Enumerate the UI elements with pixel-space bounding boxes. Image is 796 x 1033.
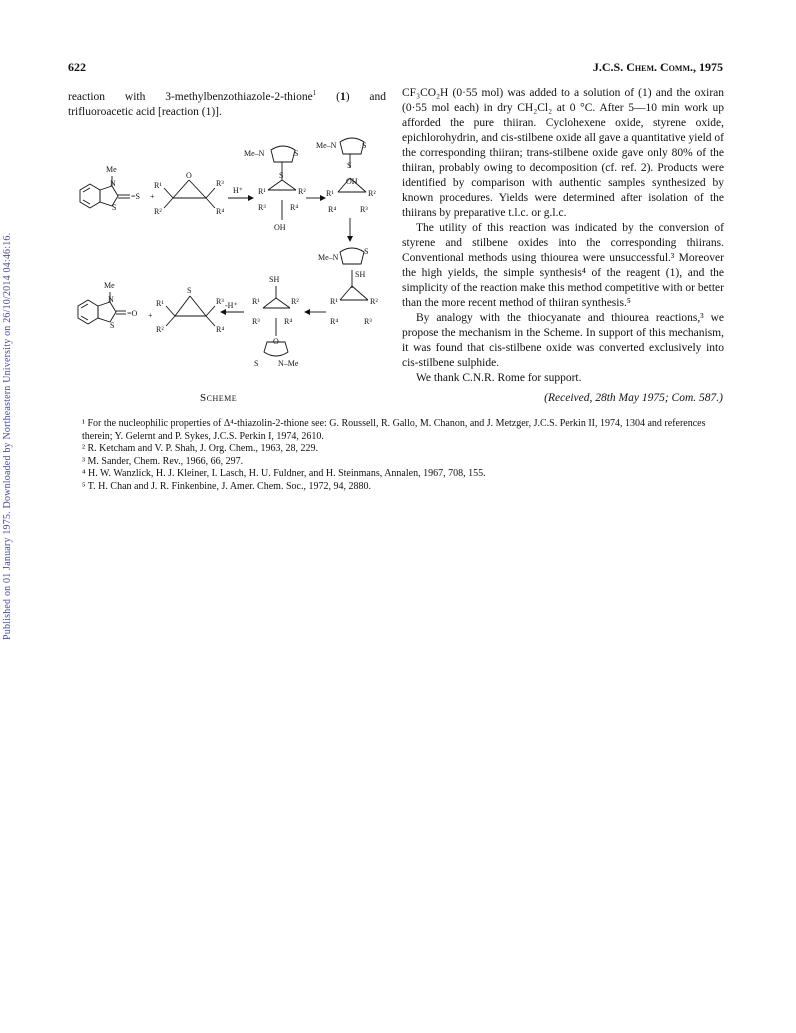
r4-label: R⁴ bbox=[284, 317, 293, 326]
s-label: S bbox=[347, 161, 352, 170]
plus-sign: + bbox=[150, 192, 155, 201]
r4-label: R⁴ bbox=[330, 317, 339, 326]
footnote-5: ⁵ T. H. Chan and J. R. Finkenbine, J. Amer. Chem. Soc., 1972, 94, 2880. bbox=[82, 480, 371, 492]
minus-h-plus-label: -H⁺ bbox=[225, 301, 238, 310]
s-label: S bbox=[294, 149, 299, 158]
r4-label: R⁴ bbox=[216, 325, 225, 334]
paragraph-4: We thank C.N.R. Rome for support. bbox=[416, 372, 582, 384]
plus-sign: + bbox=[148, 311, 153, 320]
sh-label: SH bbox=[355, 270, 366, 279]
r4-label: R⁴ bbox=[216, 207, 225, 216]
r1-label: R¹ bbox=[258, 187, 266, 196]
sh-label: SH bbox=[269, 275, 280, 284]
r4-label: R⁴ bbox=[328, 205, 337, 214]
r3-label: R³ bbox=[216, 179, 224, 188]
me-n-plus-label: Me–N bbox=[316, 141, 337, 150]
s-label: S bbox=[279, 171, 284, 180]
o-label: O bbox=[186, 171, 192, 180]
o-label: O bbox=[273, 337, 279, 346]
r2-label: R² bbox=[156, 325, 164, 334]
footnotes bbox=[68, 418, 724, 493]
r2-label: R² bbox=[154, 207, 162, 216]
r2-label: R² bbox=[298, 187, 306, 196]
page-number: 622 bbox=[68, 60, 86, 74]
right-column bbox=[402, 86, 724, 386]
footnote-4: ⁴ H. W. Wanzlick, H. J. Kleiner, I. Lasch, H. U. Fuldner, and H. Steinmans, Annalen, 1967, 708, 155. bbox=[82, 468, 486, 479]
scheme-caption: Scheme bbox=[200, 392, 238, 404]
oxiran-structure bbox=[164, 180, 215, 208]
s-label: S bbox=[364, 247, 369, 256]
r3-label: R³ bbox=[360, 205, 368, 214]
r1-label: R¹ bbox=[252, 297, 260, 306]
footnote-2: ² R. Ketcham and V. P. Shah, J. Org. Chem., 1963, 28, 229. bbox=[82, 443, 319, 454]
benzothiazole-thione-structure bbox=[80, 176, 130, 208]
oh-label: OH bbox=[274, 223, 286, 232]
r2-label: R² bbox=[370, 297, 378, 306]
paragraph-2: The utility of this reaction was indicated by the conversion of styrene and stilbene oxides into the corresponding thiirans. Conventional methods using thiourea were unsuccessful.³ Moreover the high yields, the simple synthesis⁴ of the reagent (1), and the simplicity of the reaction make this method competitive with or better than the more recent method of thiiran synthesis.⁵ bbox=[402, 222, 724, 309]
s-label: S bbox=[254, 359, 259, 368]
r2-label: R² bbox=[291, 297, 299, 306]
h-plus-label: H⁺ bbox=[233, 186, 243, 195]
n-plus-me-label: N–Me bbox=[278, 359, 299, 368]
s-label: S bbox=[110, 321, 115, 330]
r3-label: R³ bbox=[258, 203, 266, 212]
r1-label: R¹ bbox=[326, 189, 334, 198]
eq-s-label: =S bbox=[131, 192, 140, 201]
oh-label: OH bbox=[346, 177, 358, 186]
journal-header: J.C.S. Chem. Comm., 1975 bbox=[592, 60, 723, 74]
thiiran-structure bbox=[166, 296, 215, 326]
r1-label: R¹ bbox=[154, 181, 162, 190]
me-n-plus-label: Me–N bbox=[318, 253, 339, 262]
eq-o-label: =O bbox=[127, 309, 138, 318]
r4-label: R⁴ bbox=[290, 203, 299, 212]
r3-label: R³ bbox=[216, 297, 224, 306]
ref-1: 1 bbox=[312, 89, 317, 97]
n-label: N bbox=[108, 295, 114, 304]
r2-label: R² bbox=[368, 189, 376, 198]
s-label: S bbox=[187, 286, 192, 295]
r1-label: R¹ bbox=[156, 299, 164, 308]
paragraph-1: CF₃CO₂H (0·55 mol) was added to a solution of (1) and the oxiran (0·55 mol each) in dry CH₂Cl₂ at 0 °C. After 5—10 min work up afforded the pure thiiran. Cyclohexene oxide, styrene oxide, epichlorohydrin, and cis-stilbene oxide all gave a quantitative yield of the corresponding thiiran; trans-stilbene oxide gave only 80% of the thiiran, probably owing to decomposition (cf. ref. 2). Products were identified by comparison with authentic samples synthesized by known procedures. Yields were determined after isolation of the thiirans by preparative t.l.c. or g.l.c. bbox=[402, 87, 724, 219]
r3-label: R³ bbox=[252, 317, 260, 326]
s-label: S bbox=[362, 141, 367, 150]
received-date: (Received, 28th May 1975; Com. 587.) bbox=[544, 392, 723, 404]
intro-text-b: and trifluoroacetic acid [reaction (1)]. bbox=[68, 90, 386, 118]
n-label: N bbox=[110, 179, 116, 188]
s-label: S bbox=[112, 203, 117, 212]
r3-label: R³ bbox=[364, 317, 372, 326]
r1-label: R¹ bbox=[330, 297, 338, 306]
me-label: Me bbox=[104, 281, 115, 290]
footnote-3: ³ M. Sander, Chem. Rev., 1966, 66, 297. bbox=[82, 455, 244, 467]
me-label: Me bbox=[106, 165, 117, 174]
paragraph-3: By analogy with the thiocyanate and thiourea reactions,³ we propose the mechanism in the Scheme. In support of this mechanism, it was found that cis-stilbene oxide was converted exclusively into cis-stilbene sulphide. bbox=[402, 312, 724, 369]
me-n-plus-label: Me–N bbox=[244, 149, 265, 158]
left-column: reaction with 3-methylbenzothiazole-2-thione$^1$ (1) and trifluoroacetic acid [reaction (1)]. bbox=[68, 89, 386, 118]
intro-text-a: reaction with 3-methylbenzothiazole-2-thione bbox=[68, 90, 313, 103]
footnote-1: ¹ For the nucleophilic properties of Δ⁴-thiazolin-2-thione see: G. Roussell, R. Gallo, M. Chanon, and J. Metzger, J.C.S. Perkin II, 1974, 1304 and references therein; Y. Gelernt and P. Sykes, J.C.S. Perkin I, 1974, 2610. bbox=[82, 418, 706, 442]
benzothiazolone-structure bbox=[78, 292, 126, 324]
reaction-scheme bbox=[68, 120, 386, 382]
compound-ref: 1 bbox=[339, 90, 346, 103]
download-watermark: Published on 01 January 1975. Downloaded by Northeastern University on 26/10/2014 04:46:16. bbox=[2, 232, 13, 640]
